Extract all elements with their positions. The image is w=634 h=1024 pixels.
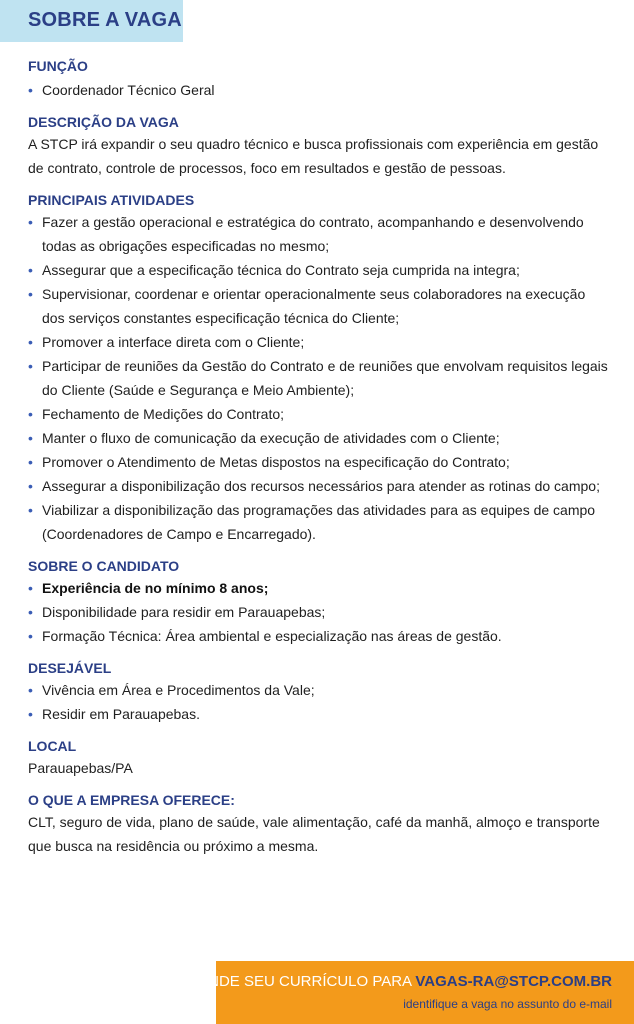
section-heading-desejavel: DESEJÁVEL	[28, 660, 112, 676]
bullet-icon: •	[28, 478, 33, 494]
list-item: • Fechamento de Medições do Contrato;	[28, 402, 608, 426]
footer-cta-prefix: MANDE SEU CURRÍCULO PARA	[185, 973, 416, 990]
section-candidato	[28, 556, 608, 648]
footer-cta-line	[186, 973, 612, 990]
bullet-icon: •	[28, 406, 33, 422]
section-local	[28, 736, 608, 780]
section-heading-candidato: SOBRE O CANDIDATO	[28, 558, 180, 574]
bullet-icon: •	[28, 682, 33, 698]
list-item: • Participar de reuniões da Gestão do Contrato e de reuniões que envolvam requisitos legais do Cliente (Saúde e Segurança e Meio Ambiente);	[28, 354, 608, 402]
email-link[interactable]: VAGAS-RA@STCP.COM.BR	[415, 973, 612, 990]
bullet-icon: •	[28, 262, 33, 278]
section-heading-local: LOCAL	[28, 738, 77, 754]
location-text: Parauapebas/PA	[28, 760, 133, 776]
footer-note: identifique a vaga no assunto do e-mail	[403, 997, 612, 1011]
section-heading-atividades: PRINCIPAIS ATIVIDADES	[28, 192, 195, 208]
bullet-icon: •	[28, 502, 33, 518]
list-item: • Fazer a gestão operacional e estratégica do contrato, acompanhando e desenvolvendo todas as obrigações especificadas no mesmo;	[28, 210, 608, 258]
section-oferece	[28, 790, 608, 858]
section-heading-funcao: FUNÇÃO	[28, 58, 88, 74]
bullet-icon: •	[28, 628, 33, 644]
section-atividades	[28, 190, 608, 546]
header-banner	[0, 0, 183, 42]
bullet-icon: •	[28, 454, 33, 470]
bullet-icon: •	[28, 214, 33, 230]
list-item: • Viabilizar a disponibilização das programações das atividades para as equipes de campo (Coordenadores de Campo e Encarregado).	[28, 498, 608, 546]
section-heading-descricao: DESCRIÇÃO DA VAGA	[28, 114, 179, 130]
bullet-icon: •	[28, 358, 33, 374]
list-item: • Coordenador Técnico Geral	[28, 78, 608, 102]
section-funcao	[28, 56, 608, 102]
section-desejavel	[28, 658, 608, 726]
job-content	[28, 56, 608, 858]
bullet-icon: •	[28, 430, 33, 446]
bullet-icon: •	[28, 580, 33, 596]
list-item: • Vivência em Área e Procedimentos da Vale;	[28, 678, 608, 702]
list-item: • Supervisionar, coordenar e orientar operacionalmente seus colaboradores na execução dos serviços constantes especificação técnica do Cliente;	[28, 282, 608, 330]
list-item: • Experiência de no mínimo 8 anos;	[28, 576, 608, 600]
list-item: • Assegurar a disponibilização dos recursos necessários para atender as rotinas do campo;	[28, 474, 608, 498]
list-item: • Disponibilidade para residir em Parauapebas;	[28, 600, 608, 624]
bullet-icon: •	[28, 604, 33, 620]
list-item: • Formação Técnica: Área ambiental e especialização nas áreas de gestão.	[28, 624, 608, 648]
list-item: • Promover a interface direta com o Cliente;	[28, 330, 608, 354]
bullet-icon: •	[28, 706, 33, 722]
list-item: • Assegurar que a especificação técnica do Contrato seja cumprida na integra;	[28, 258, 608, 282]
bullet-icon: •	[28, 286, 33, 302]
list-item: • Promover o Atendimento de Metas dispostos na especificação do Contrato;	[28, 450, 608, 474]
list-item: • Manter o fluxo de comunicação da execução de atividades com o Cliente;	[28, 426, 608, 450]
footer-cta-banner	[185, 961, 634, 1024]
page-title: SOBRE A VAGA	[28, 9, 182, 31]
section-descricao	[28, 112, 608, 180]
benefits-text: CLT, seguro de vida, plano de saúde, vale alimentação, café da manhã, almoço e transporte que busca na residência ou próximo a mesma.	[28, 814, 600, 854]
bullet-icon: •	[28, 82, 33, 98]
description-text: A STCP irá expandir o seu quadro técnico e busca profissionais com experiência em gestão de contrato, controle de processos, foco em resultados e gestão de pessoas.	[28, 136, 599, 176]
list-item: • Residir em Parauapebas.	[28, 702, 608, 726]
section-heading-oferece: O QUE A EMPRESA OFERECE:	[28, 792, 235, 808]
bullet-icon: •	[28, 334, 33, 350]
